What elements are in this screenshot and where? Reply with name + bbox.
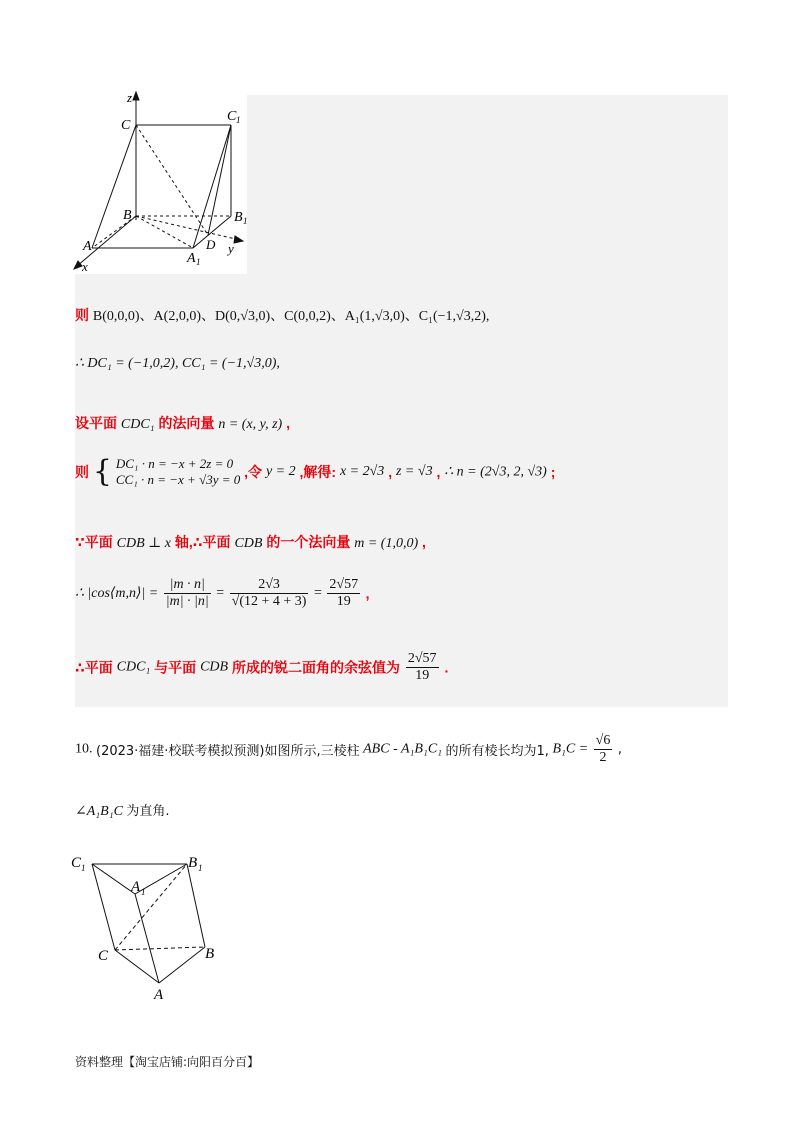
- figure-2: [65, 845, 235, 1005]
- point-coordinates: B(0,0,0)、A(2,0,0)、D(0,√3,0)、C(0,0,2)、A₁(1,√3,0)、C₁(−1,√3,2),: [92, 309, 490, 324]
- vector-n-result: ∴ n = (2√3, 2, √3): [444, 464, 547, 480]
- equation-1: DC₁ · n = −x + 2z = 0: [115, 456, 234, 471]
- punct: ,: [365, 585, 370, 602]
- punct: .: [444, 659, 449, 676]
- label-A1: A: [131, 879, 141, 895]
- vector-n: n = (x, y, z): [218, 417, 283, 432]
- punct: ,: [422, 534, 426, 550]
- value-y: y = 2: [265, 464, 296, 479]
- value-x: x = 2√3: [339, 464, 385, 479]
- fraction-1-den: |m| · |n|: [165, 594, 209, 609]
- text-a-normal: 的一个法向量: [266, 534, 351, 550]
- fraction-2-den: √(12 + 4 + 3): [231, 594, 307, 609]
- system-equations: [116, 456, 240, 488]
- fraction-1-num: |m · n|: [164, 577, 211, 594]
- text-solve: ,解得:: [299, 464, 337, 480]
- label-A1: A: [187, 251, 196, 266]
- label-y: y: [228, 241, 234, 256]
- edge-C-A: [115, 950, 159, 983]
- label-C1: C: [71, 855, 82, 871]
- equals: =: [216, 585, 225, 601]
- edge-C-B1: [115, 864, 187, 950]
- line-plane-cdb: [75, 532, 426, 552]
- plane-CDB-2: CDB: [200, 659, 229, 675]
- text-let: ,令: [244, 464, 263, 480]
- line-coordinates: [75, 305, 489, 325]
- edge-B-A1: [136, 216, 193, 248]
- b1c-fraction: [594, 733, 613, 766]
- text-normal-vector: 的法向量: [158, 415, 215, 431]
- label-B1-sub: 1: [243, 216, 248, 226]
- edge-C-B: [115, 947, 205, 950]
- line-vectors: [75, 355, 280, 372]
- figure-1-drawing: [65, 88, 247, 274]
- punct: ,: [388, 464, 393, 480]
- label-D: D: [206, 237, 216, 252]
- punct: ;: [550, 464, 556, 480]
- line-conclusion: [75, 651, 448, 684]
- brace: {: [92, 454, 112, 489]
- label-B: B: [205, 946, 215, 962]
- fraction-3: [327, 577, 360, 610]
- z-arrow: [133, 92, 139, 100]
- math-cdb-perp-x: CDB ⊥ x: [116, 536, 172, 551]
- punct: ,: [617, 742, 622, 757]
- question-10-line2: [75, 800, 170, 820]
- edge-A-B: [159, 947, 205, 983]
- line-system: [75, 456, 555, 488]
- text-therefore-plane: ∴平面: [75, 659, 113, 676]
- answer-num: 2√57: [407, 651, 437, 666]
- fraction-2-num: 2√3: [230, 577, 309, 594]
- label-C: C: [121, 118, 131, 133]
- question-mid: 的所有棱长均为1,: [445, 744, 549, 759]
- equation-2: CC₁ · n = −x + √3y = 0: [115, 472, 241, 487]
- line-normal-setup: [75, 413, 290, 433]
- edge-C1-C: [92, 864, 115, 950]
- figure-1: [65, 88, 247, 274]
- label-z: z: [127, 90, 133, 105]
- edge-C1-A1: [193, 125, 231, 248]
- b1c-lhs: B₁C =: [552, 741, 589, 757]
- fraction-3-num: 2√57: [329, 577, 359, 592]
- label-C: C: [98, 948, 109, 964]
- label-C1-sub: 1: [81, 863, 86, 873]
- label-x: x: [82, 259, 88, 274]
- label-B1: B: [188, 855, 198, 871]
- edge-C-A: [92, 125, 136, 248]
- label-C1: C: [227, 109, 237, 124]
- prism-name: ABC - A₁B₁C₁: [363, 741, 443, 757]
- value-z: z = √3: [395, 464, 433, 479]
- b1c-den: 2: [599, 750, 607, 765]
- plane-CDB: CDB: [234, 536, 263, 551]
- label-C1-sub: 1: [236, 115, 241, 125]
- cos-lhs: ∴ |cos⟨m,n⟩| =: [75, 586, 159, 601]
- answer-den: 19: [415, 668, 430, 683]
- edge-C-D: [136, 125, 208, 235]
- vector-m: m = (1,0,0): [354, 536, 419, 551]
- label-A1-sub: 1: [141, 887, 146, 897]
- y-arrow: [234, 236, 243, 243]
- footer-note: 资料整理【淘宝店铺:向阳百分百】: [75, 1055, 260, 1069]
- text-cosine-value: 所成的锐二面角的余弦值为: [231, 659, 400, 676]
- plane-CDC1-2: CDC₁: [116, 659, 151, 675]
- label-B1: B: [234, 210, 243, 225]
- text-ze: 则: [75, 307, 89, 323]
- edge-A1-A: [135, 894, 159, 983]
- question-10: [75, 733, 622, 766]
- text-axis-therefore: 轴,∴平面: [174, 534, 231, 550]
- text-because-plane: ∵平面: [75, 534, 113, 550]
- equals: =: [313, 585, 322, 601]
- fraction-2: [230, 577, 309, 610]
- line-cosine: [75, 577, 369, 610]
- text-and-plane: 与平面: [154, 659, 197, 676]
- fraction-1: [164, 577, 211, 610]
- angle-A1B1C: ∠A₁B₁C: [75, 804, 123, 819]
- label-A: A: [154, 987, 164, 1003]
- b1c-num: √6: [595, 733, 611, 748]
- edge-B1-B: [187, 864, 205, 947]
- text-ze-2: 则: [75, 464, 89, 480]
- label-A1-sub: 1: [196, 257, 201, 267]
- answer-fraction: [406, 651, 439, 684]
- label-B1-sub: 1: [198, 863, 203, 873]
- label-B: B: [123, 208, 132, 223]
- question-source: (2023·福建·校联考模拟预测)如图所示,三棱柱: [96, 744, 360, 759]
- question-number: 10.: [75, 741, 93, 757]
- punct: ,: [436, 464, 441, 480]
- text-right-angle: 为直角.: [126, 804, 170, 819]
- label-A: A: [83, 239, 92, 254]
- y-axis: [136, 216, 240, 240]
- plane-CDC1: CDC₁: [120, 417, 155, 432]
- vectors-DC1-CC1: ∴ DC₁ = (−1,0,2), CC₁ = (−1,√3,0),: [75, 356, 280, 371]
- punct: ,: [286, 415, 290, 431]
- fraction-3-den: 19: [336, 594, 351, 609]
- text-set-plane: 设平面: [75, 415, 117, 431]
